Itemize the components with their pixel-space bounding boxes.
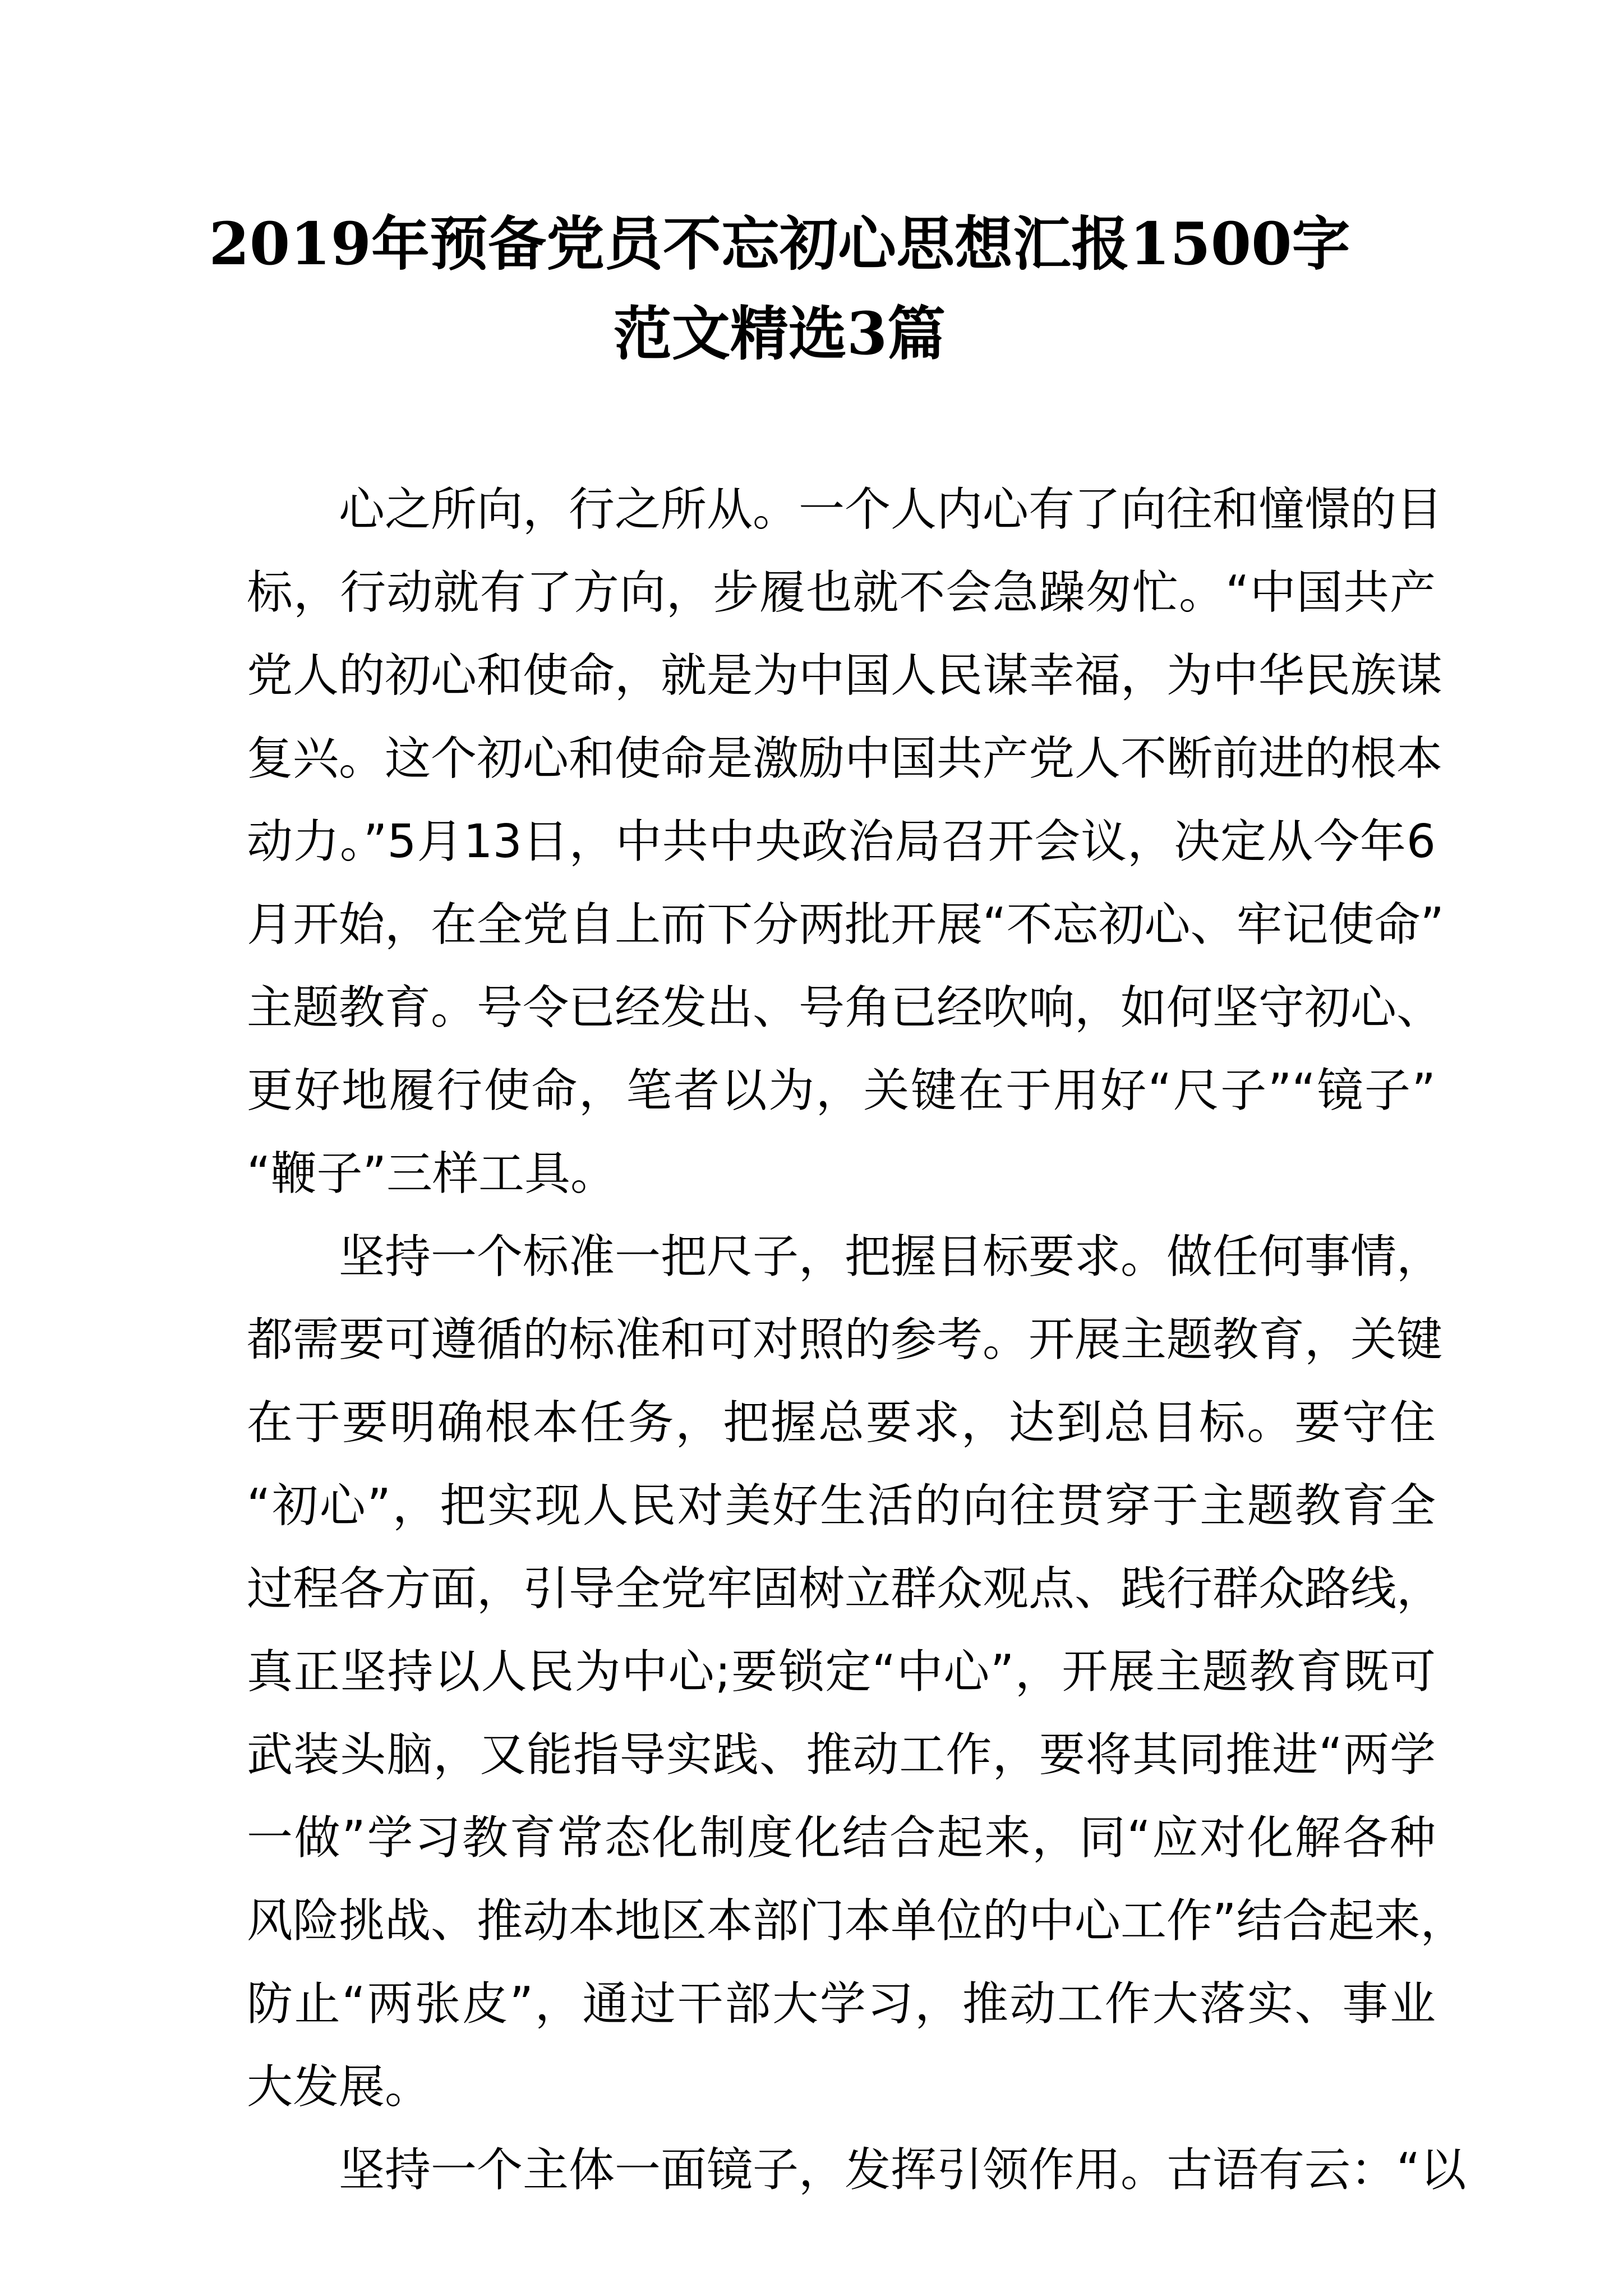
- document-title: [185, 199, 1374, 379]
- paragraph-line: 动力。”5月13日，中共中央政治局召开会议，决定从今年6: [247, 815, 1436, 868]
- paragraph-line: 大发展。: [247, 2060, 431, 2114]
- paragraph-2: [247, 1216, 1467, 2129]
- paragraph-line: 在于要明确根本任务，把握总要求，达到总目标。要守住: [247, 1396, 1436, 1450]
- title-line-1: 2019年预备党员不忘初心思想汇报1500字: [209, 209, 1350, 278]
- paragraph-line: 标，行动就有了方向，步履也就不会急躁匆忙。“中国共产: [247, 566, 1436, 619]
- paragraph-line: 主题教育。号令已经发出、号角已经吹响，如何坚守初心、: [247, 981, 1443, 1034]
- paragraph-line: “鞭子”三样工具。: [247, 1147, 616, 1200]
- document-body: [247, 468, 1467, 2212]
- paragraph-line: 真正坚持以人民为中心;要锁定“中心”，开展主题教育既可: [247, 1645, 1436, 1699]
- paragraph-line: 过程各方面，引导全党牢固树立群众观点、践行群众路线，: [247, 1562, 1443, 1616]
- paragraph-line: 防止“两张皮”，通过干部大学习，推动工作大落实、事业: [247, 1977, 1436, 2031]
- title-line-2: 范文精选3篇: [613, 299, 946, 368]
- paragraph-line: 复兴。这个初心和使命是激励中国共产党人不断前进的根本: [247, 732, 1443, 785]
- paragraph-3: [247, 2129, 1467, 2212]
- paragraph-line: 月开始，在全党自上而下分两批开展“不忘初心、牢记使命”: [247, 898, 1444, 951]
- paragraph-line: 坚持一个标准一把尺子，把握目标要求。做任何事情，: [339, 1230, 1443, 1283]
- paragraph-line: 更好地履行使命，笔者以为，关键在于用好“尺子”“镜子”: [247, 1064, 1436, 1117]
- paragraph-line: 一做”学习教育常态化制度化结合起来，同“应对化解各种: [247, 1811, 1436, 1865]
- paragraph-line: 都需要可遵循的标准和可对照的参考。开展主题教育，关键: [247, 1313, 1443, 1366]
- paragraph-1: [247, 468, 1444, 1216]
- paragraph-line: “初心”，把实现人民对美好生活的向往贯穿于主题教育全: [247, 1479, 1436, 1533]
- paragraph-line: 党人的初心和使命，就是为中国人民谋幸福，为中华民族谋: [247, 649, 1443, 702]
- paragraph-line: 风险挑战、推动本地区本部门本单位的中心工作”结合起来，: [247, 1894, 1467, 1948]
- paragraph-line: 武装头脑，又能指导实践、推动工作，要将其同推进“两学: [247, 1728, 1436, 1782]
- paragraph-line: 心之所向，行之所从。一个人内心有了向往和憧憬的目: [339, 483, 1443, 536]
- paragraph-line: 坚持一个主体一面镜子，发挥引领作用。古语有云：“以: [339, 2143, 1467, 2197]
